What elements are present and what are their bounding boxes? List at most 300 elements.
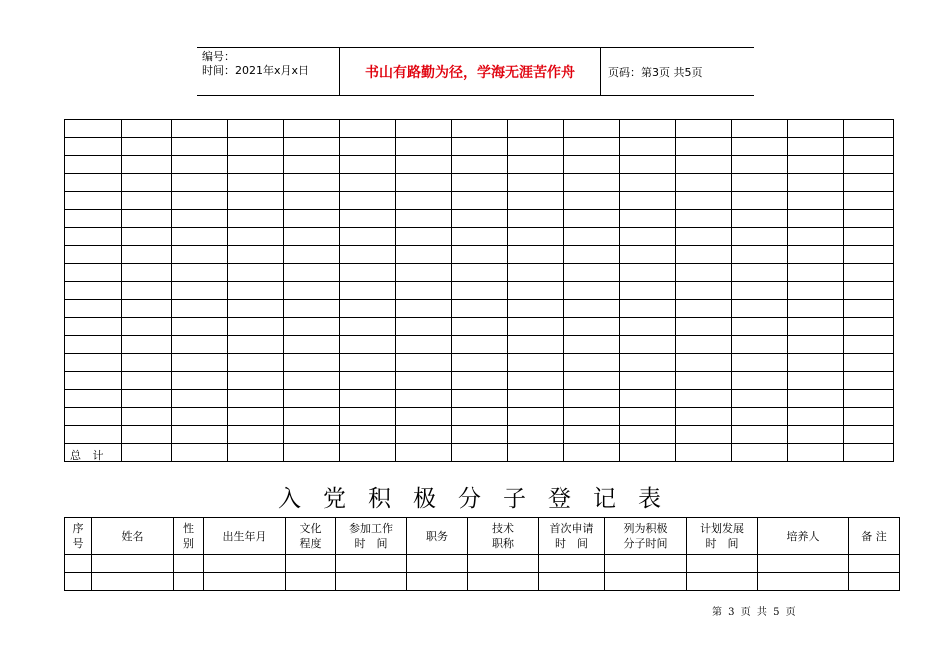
table-cell xyxy=(396,336,452,354)
table-cell xyxy=(844,318,894,336)
table-cell xyxy=(844,228,894,246)
table-cell xyxy=(172,138,228,156)
table-cell xyxy=(396,228,452,246)
table-cell xyxy=(620,444,676,462)
table-cell xyxy=(732,336,788,354)
table-cell xyxy=(65,264,122,282)
table-cell xyxy=(340,336,396,354)
table-cell xyxy=(844,192,894,210)
table-cell xyxy=(788,354,844,372)
table-cell xyxy=(605,555,687,573)
table-cell xyxy=(340,210,396,228)
table-cell xyxy=(620,426,676,444)
table-cell xyxy=(844,210,894,228)
table-cell xyxy=(172,390,228,408)
table-row xyxy=(65,174,894,192)
table-cell xyxy=(732,228,788,246)
column-header-line: 培养人 xyxy=(786,529,820,543)
table-cell xyxy=(172,444,228,462)
table-cell xyxy=(452,282,508,300)
table-cell xyxy=(732,426,788,444)
table-cell xyxy=(396,264,452,282)
table-cell xyxy=(228,408,284,426)
table-cell xyxy=(564,210,620,228)
table-cell xyxy=(508,318,564,336)
column-header-line: 计划发展 xyxy=(700,522,744,535)
column-header xyxy=(65,518,92,555)
table-cell xyxy=(676,354,732,372)
table-cell xyxy=(452,372,508,390)
table-cell xyxy=(284,300,340,318)
registration-header-row xyxy=(65,518,900,555)
table-cell xyxy=(844,336,894,354)
total-label: 总 计 xyxy=(65,444,122,462)
table-cell xyxy=(172,120,228,138)
table-cell xyxy=(452,354,508,372)
table-cell xyxy=(676,408,732,426)
table-cell xyxy=(564,372,620,390)
table-cell xyxy=(676,300,732,318)
header-motto: 书山有路勤为径，学海无涯苦作舟 xyxy=(339,48,601,95)
table-cell xyxy=(452,444,508,462)
table-cell xyxy=(396,300,452,318)
table-cell xyxy=(620,408,676,426)
table-cell xyxy=(172,282,228,300)
table-cell xyxy=(732,174,788,192)
table-cell xyxy=(284,138,340,156)
table-cell xyxy=(340,318,396,336)
table-cell xyxy=(564,354,620,372)
table-cell xyxy=(284,120,340,138)
table-cell xyxy=(284,156,340,174)
table-cell xyxy=(172,192,228,210)
column-header-line: 分子时间 xyxy=(623,537,668,550)
table-cell xyxy=(508,174,564,192)
table-cell xyxy=(396,408,452,426)
table-cell xyxy=(284,174,340,192)
table-cell xyxy=(788,138,844,156)
table-cell xyxy=(65,300,122,318)
table-cell xyxy=(284,246,340,264)
table-cell xyxy=(732,372,788,390)
table-cell xyxy=(228,264,284,282)
table-cell xyxy=(676,444,732,462)
table-cell xyxy=(687,555,758,573)
table-cell xyxy=(788,210,844,228)
table-row xyxy=(65,192,894,210)
table-cell xyxy=(508,138,564,156)
table-cell xyxy=(286,573,336,591)
table-cell xyxy=(844,408,894,426)
column-header-line: 时 间 xyxy=(555,537,588,550)
table-cell xyxy=(564,174,620,192)
table-cell xyxy=(122,192,172,210)
table-cell xyxy=(508,282,564,300)
table-cell xyxy=(340,174,396,192)
table-cell xyxy=(228,156,284,174)
table-cell xyxy=(284,192,340,210)
table-cell xyxy=(508,210,564,228)
table-cell xyxy=(65,390,122,408)
table-cell xyxy=(758,555,849,573)
table-cell xyxy=(122,390,172,408)
table-cell xyxy=(122,336,172,354)
table-cell xyxy=(452,192,508,210)
table-cell xyxy=(732,444,788,462)
table-cell xyxy=(174,573,204,591)
table-cell xyxy=(620,138,676,156)
table-cell xyxy=(676,390,732,408)
table-cell xyxy=(564,300,620,318)
table-cell xyxy=(122,282,172,300)
total-row xyxy=(65,444,894,462)
table-cell xyxy=(172,246,228,264)
table-cell xyxy=(340,282,396,300)
table-cell xyxy=(788,300,844,318)
table-cell xyxy=(228,120,284,138)
table-row xyxy=(65,354,894,372)
table-cell xyxy=(174,555,204,573)
table-cell xyxy=(65,120,122,138)
table-cell xyxy=(228,174,284,192)
table-cell xyxy=(844,444,894,462)
table-cell xyxy=(396,282,452,300)
column-header xyxy=(286,518,336,555)
table-cell xyxy=(788,408,844,426)
table-cell xyxy=(788,174,844,192)
table-cell xyxy=(732,318,788,336)
table-row xyxy=(65,264,894,282)
table-cell xyxy=(564,138,620,156)
table-cell xyxy=(844,264,894,282)
table-cell xyxy=(396,246,452,264)
table-cell xyxy=(340,156,396,174)
table-cell xyxy=(788,192,844,210)
table-cell xyxy=(340,354,396,372)
table-cell xyxy=(92,555,174,573)
table-cell xyxy=(620,210,676,228)
page-footer: 第 3 页 共 5 页 xyxy=(712,607,796,618)
table-cell xyxy=(172,156,228,174)
table-cell xyxy=(122,174,172,192)
table-cell xyxy=(508,264,564,282)
table-cell xyxy=(788,264,844,282)
table-cell xyxy=(564,120,620,138)
table-cell xyxy=(732,138,788,156)
table-cell xyxy=(620,336,676,354)
table-cell xyxy=(407,555,468,573)
table-row xyxy=(65,372,894,390)
table-row xyxy=(65,246,894,264)
table-cell xyxy=(340,246,396,264)
table-cell xyxy=(676,228,732,246)
table-cell xyxy=(122,120,172,138)
column-header-line: 序 xyxy=(72,522,84,535)
table-cell xyxy=(676,336,732,354)
column-header xyxy=(407,518,468,555)
table-cell xyxy=(564,336,620,354)
table-cell xyxy=(172,318,228,336)
table-cell xyxy=(849,555,900,573)
table-cell xyxy=(396,138,452,156)
table-cell xyxy=(508,120,564,138)
table-cell xyxy=(122,210,172,228)
table-cell xyxy=(122,426,172,444)
table-cell xyxy=(620,354,676,372)
table-cell xyxy=(396,318,452,336)
table-cell xyxy=(508,336,564,354)
table-cell xyxy=(228,444,284,462)
table-cell xyxy=(228,390,284,408)
table-cell xyxy=(452,174,508,192)
header-page-number: 页码：第3页 共5页 xyxy=(608,65,703,79)
table-cell xyxy=(508,156,564,174)
table-cell xyxy=(508,246,564,264)
table-cell xyxy=(788,246,844,264)
table-cell xyxy=(284,228,340,246)
table-cell xyxy=(564,318,620,336)
table-cell xyxy=(564,192,620,210)
table-cell xyxy=(788,282,844,300)
table-cell xyxy=(508,300,564,318)
table-cell xyxy=(620,390,676,408)
table-cell xyxy=(396,120,452,138)
table-cell xyxy=(539,573,605,591)
table-cell xyxy=(228,228,284,246)
table-cell xyxy=(844,138,894,156)
table-cell xyxy=(65,228,122,246)
table-cell xyxy=(468,573,539,591)
table-cell xyxy=(228,192,284,210)
table-cell xyxy=(340,138,396,156)
table-cell xyxy=(844,174,894,192)
table-cell xyxy=(122,228,172,246)
table-cell xyxy=(122,408,172,426)
column-header-line: 号 xyxy=(72,537,84,550)
table-cell xyxy=(676,120,732,138)
table-cell xyxy=(620,282,676,300)
column-header xyxy=(204,518,286,555)
table-cell xyxy=(172,228,228,246)
table-cell xyxy=(508,426,564,444)
table-cell xyxy=(844,246,894,264)
column-header-line: 时 间 xyxy=(354,537,388,550)
table-cell xyxy=(172,336,228,354)
table-cell xyxy=(620,120,676,138)
table-cell xyxy=(676,138,732,156)
table-cell xyxy=(732,120,788,138)
table-cell xyxy=(452,390,508,408)
column-header-line: 文化 xyxy=(299,522,322,535)
table-cell xyxy=(284,354,340,372)
table-cell xyxy=(844,282,894,300)
table-cell xyxy=(732,192,788,210)
table-row xyxy=(65,318,894,336)
table-cell xyxy=(732,282,788,300)
table-cell xyxy=(732,156,788,174)
table-cell xyxy=(340,408,396,426)
table-cell xyxy=(620,372,676,390)
table-cell xyxy=(732,300,788,318)
table-cell xyxy=(676,318,732,336)
table-cell xyxy=(65,336,122,354)
table-cell xyxy=(396,174,452,192)
table-cell xyxy=(564,264,620,282)
column-header xyxy=(687,518,758,555)
table-cell xyxy=(758,573,849,591)
document-time-label: 时间：2021年x月x日 xyxy=(202,64,310,77)
table-cell xyxy=(65,174,122,192)
table-cell xyxy=(508,354,564,372)
table-cell xyxy=(284,282,340,300)
table-cell xyxy=(564,228,620,246)
table-cell xyxy=(788,228,844,246)
table-cell xyxy=(228,300,284,318)
table-cell xyxy=(284,426,340,444)
table-cell xyxy=(396,444,452,462)
table-cell xyxy=(564,444,620,462)
table-cell xyxy=(65,246,122,264)
table-cell xyxy=(452,156,508,174)
table-cell xyxy=(468,555,539,573)
table-cell xyxy=(204,555,286,573)
table-cell xyxy=(336,555,407,573)
table-row xyxy=(65,390,894,408)
table-cell xyxy=(228,210,284,228)
table-cell xyxy=(676,210,732,228)
table-cell xyxy=(788,156,844,174)
table-cell xyxy=(508,444,564,462)
table-cell xyxy=(452,246,508,264)
table-cell xyxy=(172,300,228,318)
table-cell xyxy=(732,408,788,426)
table-cell xyxy=(788,336,844,354)
table-cell xyxy=(396,372,452,390)
column-header-line: 性 xyxy=(183,522,194,535)
table-row xyxy=(65,138,894,156)
column-header xyxy=(539,518,605,555)
table-cell xyxy=(65,555,92,573)
table-cell xyxy=(844,354,894,372)
table-cell xyxy=(508,372,564,390)
table-cell xyxy=(92,573,174,591)
table-cell xyxy=(396,390,452,408)
table-cell xyxy=(228,246,284,264)
table-cell xyxy=(620,264,676,282)
table-cell xyxy=(844,372,894,390)
column-header xyxy=(92,518,174,555)
table-cell xyxy=(844,390,894,408)
table-cell xyxy=(122,372,172,390)
column-header-line: 职务 xyxy=(426,529,448,543)
table-cell xyxy=(396,426,452,444)
table-cell xyxy=(508,408,564,426)
table-cell xyxy=(844,426,894,444)
column-header xyxy=(849,518,900,555)
table-cell xyxy=(452,264,508,282)
table-cell xyxy=(676,372,732,390)
table-cell xyxy=(620,192,676,210)
table-cell xyxy=(228,354,284,372)
table-row xyxy=(65,408,894,426)
table-row xyxy=(65,426,894,444)
registration-row xyxy=(65,555,900,573)
table-cell xyxy=(564,156,620,174)
table-cell xyxy=(620,318,676,336)
column-header-line: 出生年月 xyxy=(222,529,267,543)
upper-blank-table xyxy=(64,119,894,462)
table-cell xyxy=(676,174,732,192)
table-cell xyxy=(172,174,228,192)
table-cell xyxy=(396,354,452,372)
table-cell xyxy=(228,318,284,336)
table-cell xyxy=(340,300,396,318)
table-cell xyxy=(122,354,172,372)
document-number-label: 编号： xyxy=(202,50,235,63)
table-cell xyxy=(340,264,396,282)
table-cell xyxy=(564,390,620,408)
table-cell xyxy=(65,282,122,300)
table-cell xyxy=(620,300,676,318)
column-header xyxy=(336,518,407,555)
table-cell xyxy=(676,192,732,210)
table-cell xyxy=(340,228,396,246)
table-cell xyxy=(788,318,844,336)
table-cell xyxy=(228,282,284,300)
column-header-line: 技术 xyxy=(492,522,514,535)
table-cell xyxy=(788,390,844,408)
form-title: 入党积极分子登记表 xyxy=(278,486,683,512)
table-cell xyxy=(620,228,676,246)
table-row xyxy=(65,300,894,318)
registration-row xyxy=(65,573,900,591)
table-cell xyxy=(336,573,407,591)
table-cell xyxy=(65,354,122,372)
column-header-line: 时 间 xyxy=(705,537,739,550)
table-cell xyxy=(340,372,396,390)
table-cell xyxy=(788,444,844,462)
table-cell xyxy=(172,354,228,372)
table-cell xyxy=(564,408,620,426)
table-cell xyxy=(65,426,122,444)
table-cell xyxy=(340,444,396,462)
table-cell xyxy=(844,156,894,174)
table-cell xyxy=(340,120,396,138)
table-cell xyxy=(396,210,452,228)
header-meta xyxy=(197,48,339,95)
table-cell xyxy=(452,300,508,318)
table-cell xyxy=(844,120,894,138)
column-header-line: 参加工作 xyxy=(349,522,393,535)
table-cell xyxy=(340,390,396,408)
column-header-line: 首次申请 xyxy=(549,522,594,535)
table-cell xyxy=(286,555,336,573)
table-cell xyxy=(732,246,788,264)
table-cell xyxy=(732,354,788,372)
table-row xyxy=(65,228,894,246)
table-cell xyxy=(687,573,758,591)
table-cell xyxy=(676,426,732,444)
table-cell xyxy=(452,120,508,138)
table-cell xyxy=(228,336,284,354)
table-cell xyxy=(65,318,122,336)
table-cell xyxy=(564,426,620,444)
table-cell xyxy=(284,318,340,336)
table-cell xyxy=(620,156,676,174)
table-cell xyxy=(788,120,844,138)
table-row xyxy=(65,156,894,174)
column-header-line: 职称 xyxy=(492,537,514,550)
